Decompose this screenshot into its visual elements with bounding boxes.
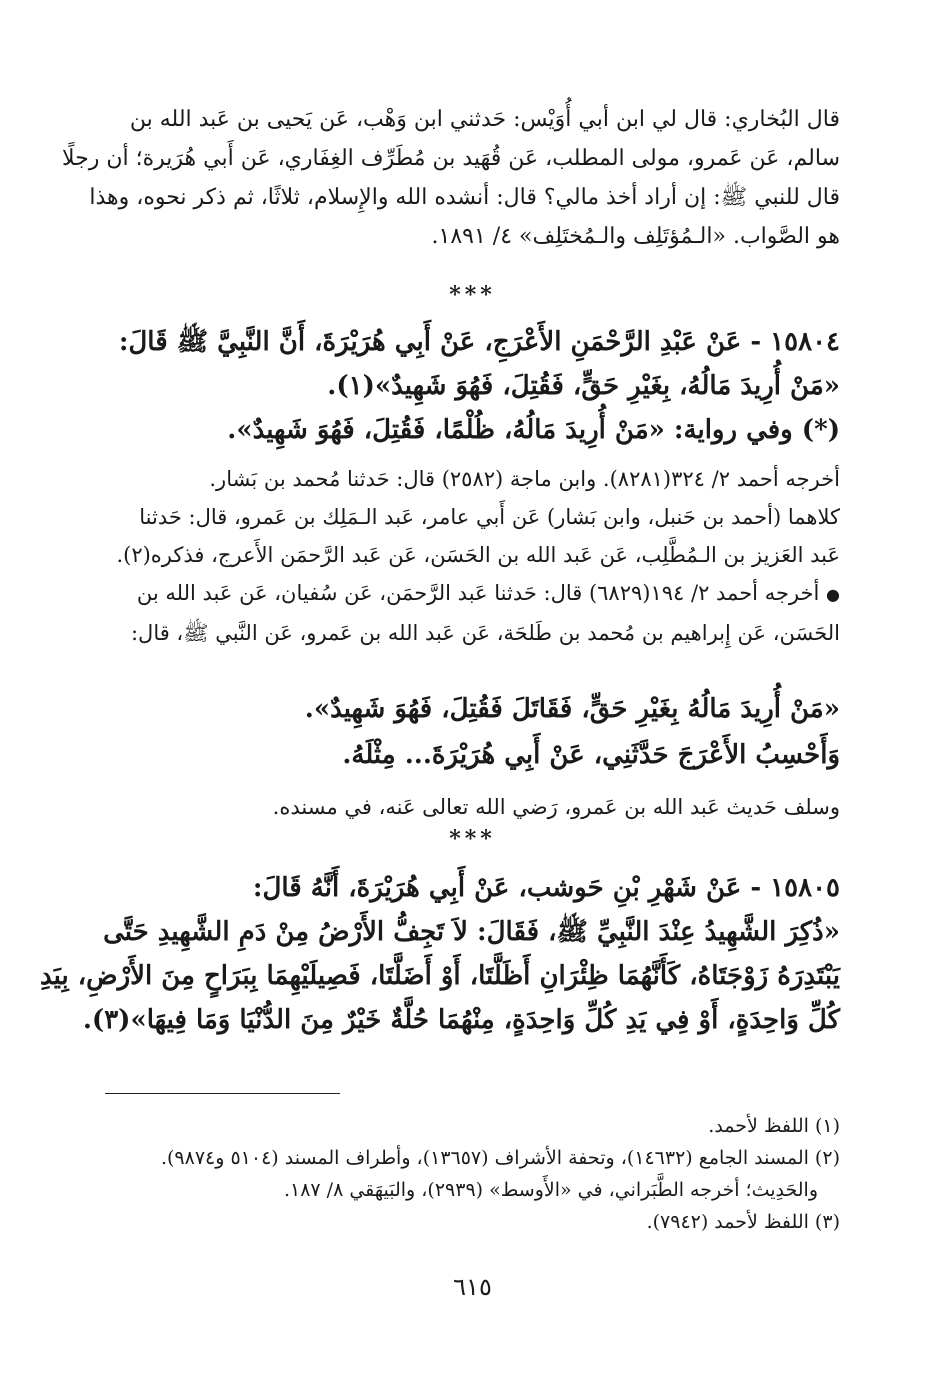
takhrij-line: [100, 574, 840, 614]
footnote-2: (٢) المسند الجامع (١٤٦٣٢)، وتحفة الأشراف (١٣٦٥٧)، وأطراف المسند (٥١٠٤ و٩٨٧٤).: [160, 1147, 840, 1169]
intro-paragraph: [62, 100, 840, 256]
hadith-text: يَبْتَدِرَهُ زَوْجَتَاهُ، كَأَنَّهُمَا ظِئْرَانِ أَظَلَّتَا، أَوْ أَضَلَّتَا، فَصِيلَيْهِمَا بِبَرَاحٍ مِنَ الأَرْضِ، بِيَدِ: [39, 961, 840, 991]
intro-line: سالم، عَن عَمرو، مولى المطلب، عَن قُهَيد بن مُطَرِّف الغِفَاري، عَن أَبي هُرَيرة؛ أن رجلًا: [62, 146, 840, 171]
takhrij-line: الحَسَن، عَن إِبراهيم بن مُحمد بن طَلحَة، عَن عَبد الله بن عَمرو، عَن النَّبي ﷺ، قال:: [130, 621, 840, 645]
quote-line: «مَنْ أُرِيدَ مَالُهُ بِغَيْرِ حَقٍّ، فَقَاتَلَ فَقُتِلَ، فَهُوَ شَهِيدٌ».: [304, 694, 840, 724]
hadith-heading: ١٥٨٠٥ - عَنْ شَهْرِ بْنِ حَوشب، عَنْ أَبِي هُرَيْرَةَ، أَنَّهُ قَالَ:: [252, 873, 840, 903]
footnote-1: (١) اللفظ لأحمد.: [708, 1115, 840, 1137]
prophetic-quote: [100, 686, 840, 778]
hadith-text: «مَنْ أُرِيدَ مَالُهُ، بِغَيْرِ حَقٍّ، فَقُتِلَ، فَهُوَ شَهِيدٌ»(١).: [327, 371, 840, 401]
hadith-text: «ذُكِرَ الشَّهِيدُ عِنْدَ النَّبِيِّ ﷺ، فَقَالَ: لاَ تَجِفُّ الأَرْضُ مِنْ دَمِ الشَّهِيدِ حَتَّى: [103, 917, 840, 947]
hadith-text: كُلِّ وَاحِدَةٍ، أَوْ فِي يَدِ كُلِّ وَاحِدَةٍ، مِنْهُمَا حُلَّةٌ خَيْرٌ مِنَ الدُّنْيَا وَمَا فِيهَا»(٣).: [82, 1005, 840, 1035]
intro-line: هو الصَّواب. «الـمُؤتَلِف والـمُختَلِف» ٤/ ١٨٩١.: [431, 224, 840, 249]
footnote-3: (٣) اللفظ لأحمد (٧٩٤٢).: [646, 1211, 840, 1233]
takhrij-line: كلاهما (أحمد بن حَنبل، وابن بَشار) عَن أَبي عامر، عَبد الـمَلِك بن عَمرو، قال: حَدثنا: [139, 505, 840, 529]
takhrij-line: أخرجه أحمد ٢/ ٣٢٤(٨٢٨١). وابن ماجة (٢٥٨٢) قال: حَدثنا مُحمد بن بَشار.: [209, 467, 840, 491]
hadith-15805: [39, 866, 840, 1042]
quote-line: وَأَحْسِبُ الأَعْرَجَ حَدَّثَنِي، عَنْ أَبِي هُرَيْرَةَ... مِثْلَهُ.: [342, 740, 840, 770]
hadith-variant: (*) وفي رواية: «مَنْ أُرِيدَ مَالُهُ، ظُلْمًا، فَقُتِلَ، فَهُوَ شَهِيدٌ».: [227, 415, 840, 445]
section-separator: ***: [449, 826, 496, 852]
takhrij-line: عَبد العَزيز بن الـمُطَّلِب، عَن عَبد الله بن الحَسَن، عَن عَبد الرَّحمَن الأَعرج، فذكره(٢).: [116, 543, 840, 567]
intro-line: قال البُخاري: قال لي ابن أبي أُوَيْس: حَدثني ابن وَهْب، عَن يَحيى بن عَبد الله بن: [129, 107, 840, 132]
bullet-marker: ●: [826, 585, 840, 604]
section-separator: ***: [449, 282, 496, 308]
footnote-divider: [105, 1093, 340, 1094]
closing-note: [100, 788, 840, 826]
takhrij-line-text: أخرجه أحمد ٢/ ١٩٤(٦٨٢٩) قال: حَدثنا عَبد الرَّحمَن، عَن سُفيان، عَن عَبد الله بن: [136, 581, 820, 605]
footnotes: [100, 1110, 840, 1238]
footnote-2-continued: والحَدِيث؛ أخرجه الطَّبَراني، في «الأَوسط» (٢٩٣٩)، والبَيهَقي ٨/ ١٨٧.: [283, 1179, 818, 1201]
intro-line: قال للنبي ﷺ: إن أراد أخذ مالي؟ قال: أنشده الله والإِسلام، ثلاثًا، ثم ذكر نحوه، وهذا: [89, 185, 840, 210]
hadith-heading: ١٥٨٠٤ - عَنْ عَبْدِ الرَّحْمَنِ الأَعْرَجِ، عَنْ أَبِي هُرَيْرَةَ، أَنَّ النَّبِيَّ ﷺ قَالَ:: [118, 327, 840, 357]
takhrij-paragraph: [100, 460, 840, 652]
page-number: ٦١٥: [453, 1273, 492, 1301]
closing-line: وسلف حَديث عَبد الله بن عَمرو، رَضي الله تعالى عَنه، في مسنده.: [272, 795, 840, 819]
hadith-15804: [100, 320, 840, 452]
